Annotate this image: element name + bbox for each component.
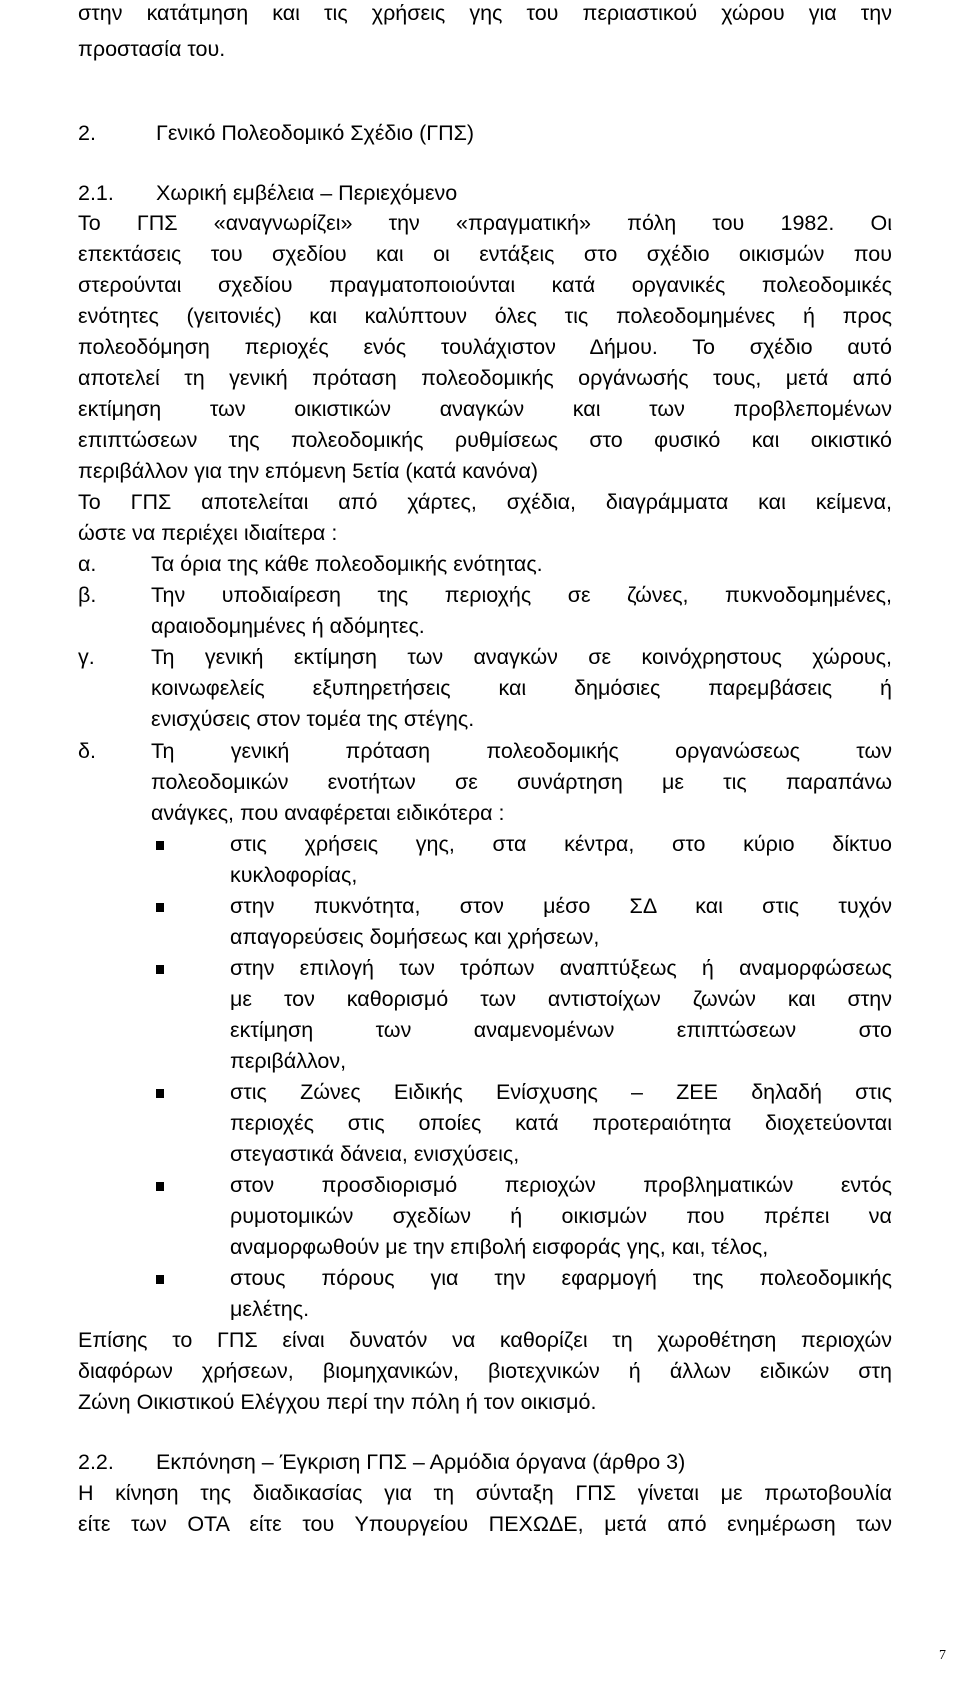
section-number: 2. bbox=[78, 121, 96, 145]
bullet-line: στην πυκνότητα, στον μέσο ΣΔ και στις τυχόν bbox=[230, 894, 892, 918]
list-item-line: Τη γενική εκτίμηση των αναγκών σε κοινόχρηστους χώρους, bbox=[151, 645, 892, 669]
paragraph-line: περιβάλλον για την επόμενη 5ετία (κατά κανόνα) bbox=[78, 459, 539, 483]
square-bullet-icon bbox=[156, 841, 164, 850]
list-marker: γ. bbox=[78, 645, 95, 669]
square-bullet-icon bbox=[156, 1275, 164, 1284]
list-item-line: Την υποδιαίρεση της περιοχής σε ζώνες, πυκνοδομημένες, bbox=[151, 583, 892, 607]
bullet-line: στους πόρους για την εφαρμογή της πολεοδομικής bbox=[230, 1266, 892, 1290]
paragraph-line: ενότητες (γειτονιές) και καλύπτουν όλες τις πολεοδομημένες ή προς bbox=[78, 304, 892, 328]
paragraph-line: Ζώνη Οικιστικού Ελέγχου περί την πόλη ή τον οικισμό. bbox=[78, 1390, 597, 1414]
bullet-line: με τον καθορισμό των αντιστοίχων ζωνών και στην bbox=[230, 987, 892, 1011]
intro-line: στην κατάτμηση και τις χρήσεις γης του περιαστικού χώρου για την bbox=[78, 1, 892, 25]
list-item-line: Τα όρια της κάθε πολεοδομικής ενότητας. bbox=[151, 552, 543, 576]
square-bullet-icon bbox=[156, 965, 164, 974]
page-number: 7 bbox=[939, 1648, 946, 1663]
paragraph-line: Το ΓΠΣ «αναγνωρίζει» την «πραγματική» πόλη του 1982. Οι bbox=[78, 211, 892, 235]
square-bullet-icon bbox=[156, 903, 164, 912]
list-item-line: πολεοδομικών ενοτήτων σε συνάρτηση με τις παραπάνω bbox=[151, 770, 892, 794]
bullet-line: περιβάλλον, bbox=[230, 1049, 347, 1073]
bullet-line: στην επιλογή των τρόπων αναπτύξεως ή αναμορφώσεως bbox=[230, 956, 892, 980]
square-bullet-icon bbox=[156, 1089, 164, 1098]
bullet-line: κυκλοφορίας, bbox=[230, 863, 358, 887]
section-title: Χωρική εμβέλεια – Περιεχόμενο bbox=[156, 181, 458, 205]
intro-line: προστασία του. bbox=[78, 37, 226, 61]
paragraph-line: Επίσης το ΓΠΣ είναι δυνατόν να καθορίζει τη χωροθέτηση περιοχών bbox=[78, 1328, 892, 1352]
paragraph-line: επιπτώσεων της πολεοδομικής ρυθμίσεως στο φυσικό και οικιστικό bbox=[78, 428, 892, 452]
list-item-line: ενισχύσεις στον τομέα της στέγης. bbox=[151, 707, 475, 731]
bullet-line: αναμορφωθούν με την επιβολή εισφοράς γης, και, τέλος, bbox=[230, 1235, 769, 1259]
paragraph-line: είτε των ΟΤΑ είτε του Υπουργείου ΠΕΧΩΔΕ, μετά από ενημέρωση των bbox=[78, 1512, 892, 1536]
bullet-line: στον προσδιορισμό περιοχών προβληματικών εντός bbox=[230, 1173, 892, 1197]
paragraph-line: διαφόρων χρήσεων, βιομηχανικών, βιοτεχνικών ή άλλων ειδικών στη bbox=[78, 1359, 892, 1383]
paragraph-line: στερούνται σχεδίου πραγματοποιούνται κατά οργανικές πολεοδομικές bbox=[78, 273, 892, 297]
paragraph-line: επεκτάσεις του σχεδίου και οι εντάξεις στο σχέδιο οικισμών που bbox=[78, 242, 892, 266]
section-number: 2.2. bbox=[78, 1450, 114, 1474]
list-marker: β. bbox=[78, 583, 97, 607]
bullet-line: στις Ζώνες Ειδικής Ενίσχυσης – ΖΕΕ δηλαδή στις bbox=[230, 1080, 892, 1104]
list-marker: α. bbox=[78, 552, 97, 576]
list-marker: δ. bbox=[78, 739, 96, 763]
bullet-line: στις χρήσεις γης, στα κέντρα, στο κύριο δίκτυο bbox=[230, 832, 892, 856]
paragraph-line: Το ΓΠΣ αποτελείται από χάρτες, σχέδια, διαγράμματα και κείμενα, bbox=[78, 490, 892, 514]
paragraph-line: Η κίνηση της διαδικασίας για τη σύνταξη ΓΠΣ γίνεται με πρωτοβουλία bbox=[78, 1481, 892, 1505]
list-item-line: κοινωφελείς εξυπηρετήσεις και δημόσιες παρεμβάσεις ή bbox=[151, 676, 892, 700]
section-heading bbox=[78, 1446, 685, 1478]
bullet-line: στεγαστικά δάνεια, ενισχύσεις, bbox=[230, 1142, 520, 1166]
paragraph-line: εκτίμηση των οικιστικών αναγκών και των προβλεπομένων bbox=[78, 397, 892, 421]
section-number: 2.1. bbox=[78, 181, 114, 205]
bullet-line: ρυμοτομικών σχεδίων ή οικισμών που πρέπει να bbox=[230, 1204, 892, 1228]
section-heading bbox=[78, 117, 474, 149]
list-item-line: αραιοδομημένες ή αδόμητες. bbox=[151, 614, 425, 638]
section-title: Εκπόνηση – Έγκριση ΓΠΣ – Αρμόδια όργανα (άρθρο 3) bbox=[156, 1450, 686, 1474]
paragraph-line: πολεοδόμηση περιοχές ενός τουλάχιστον Δήμου. Το σχέδιο αυτό bbox=[78, 335, 892, 359]
bullet-line: περιοχές στις οποίες κατά προτεραιότητα διοχετεύονται bbox=[230, 1111, 892, 1135]
bullet-line: απαγορεύσεις δομήσεως και χρήσεων, bbox=[230, 925, 600, 949]
list-item-line: Τη γενική πρόταση πολεοδομικής οργανώσεως των bbox=[151, 739, 892, 763]
bullet-line: μελέτης. bbox=[230, 1297, 310, 1321]
paragraph-line: αποτελεί τη γενική πρόταση πολεοδομικής οργάνωσής τους, μετά από bbox=[78, 366, 892, 390]
list-item-line: ανάγκες, που αναφέρεται ειδικότερα : bbox=[151, 801, 505, 825]
square-bullet-icon bbox=[156, 1182, 164, 1191]
paragraph-line: ώστε να περιέχει ιδιαίτερα : bbox=[78, 521, 338, 545]
section-heading bbox=[78, 177, 457, 209]
bullet-line: εκτίμηση των αναμενομένων επιπτώσεων στο bbox=[230, 1018, 892, 1042]
section-title: Γενικό Πολεοδομικό Σχέδιο (ΓΠΣ) bbox=[156, 121, 475, 145]
